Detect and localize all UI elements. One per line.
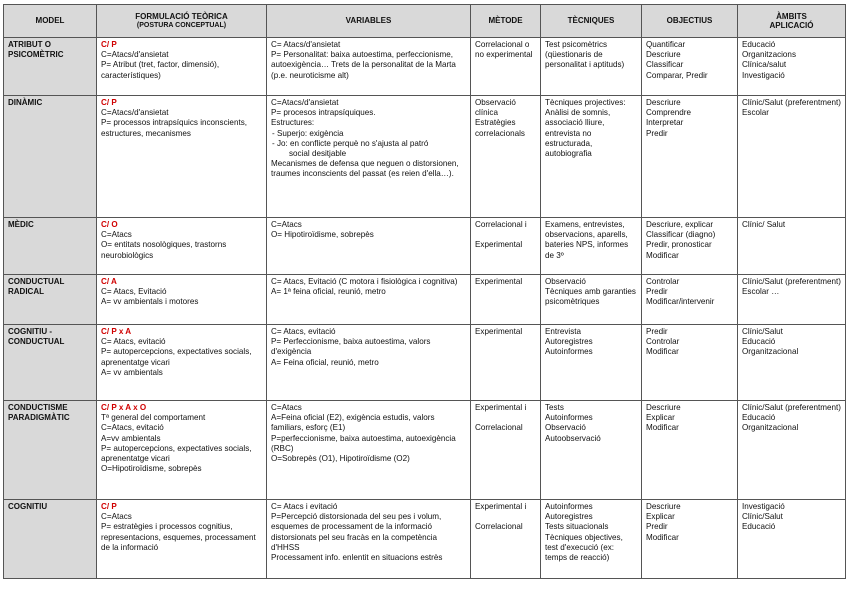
formulacio-line: P= estratègies i processos cognitius, representacions, esquemes, processament de la informació [101, 522, 256, 552]
formulacio-cell [97, 96, 267, 218]
header-tecniques: TÈCNIQUES [541, 5, 642, 38]
header-objectius: OBJECTIUS [642, 5, 738, 38]
formulacio-line: P= Atribut (tret, factor, dimensió), característiques) [101, 60, 220, 80]
table-row [4, 325, 846, 401]
variables-line: A= Feina oficial, reunió, metro [271, 357, 379, 367]
objectius-line: Modificar [646, 423, 679, 433]
header-model: MODEL [4, 5, 97, 38]
formulacio-line: C=Atacs/d'ansietat [101, 108, 169, 118]
tecniques-line: Autoinformes [545, 347, 593, 357]
variables-list-continuation: social desitjable [289, 149, 347, 159]
variables-line: C=Atacs [271, 403, 302, 412]
ambits-line: Organitzacional [742, 347, 799, 357]
formulacio-line: P= autopercepcions, expectatives socials, aprenentatge vicari [101, 443, 252, 464]
formulacio-line: O= entitats nosològiques, trastorns neurobiològics [101, 240, 227, 260]
objectius-line: Modificar [646, 347, 679, 357]
formula-label: C/ P [101, 98, 117, 107]
variables-cell [267, 325, 471, 401]
ambits-line: Investigació [742, 502, 785, 511]
models-table-container [3, 4, 845, 579]
variables-cell [267, 500, 471, 579]
ambits-cell [738, 38, 846, 96]
metode-line: Experimental [475, 277, 523, 286]
objectius-line: Predir, pronosticar [646, 240, 712, 250]
ambits-cell [738, 218, 846, 275]
ambits-line: Clínic/Salut [742, 327, 783, 336]
ambits-line: Clínic/ Salut [742, 220, 786, 229]
metode-line: Experimental [475, 240, 523, 250]
tecniques-cell [541, 96, 642, 218]
header-ambits-title: ÀMBITS [776, 11, 807, 21]
variables-cell [267, 38, 471, 96]
formulacio-cell [97, 275, 267, 325]
variables-line: P=perfeccionisme, baixa autoestima, autoexigència (RBC) [271, 433, 456, 453]
metode-cell [471, 401, 541, 500]
formulacio-line: A=vv ambientals [101, 433, 161, 443]
variables-line: A= 1ª feina oficial, reunió, metro [271, 287, 386, 297]
objectius-line: Predir [646, 522, 668, 532]
model-cell [4, 96, 97, 218]
formula-label: C/ P [101, 502, 117, 511]
model-cell [4, 401, 97, 500]
objectius-line: Descriure [646, 403, 681, 412]
ambits-line: Clínic/Salut (preferentment) [742, 277, 841, 286]
variables-line: O= Hipotiroïdisme, sobrepès [271, 230, 374, 240]
header-row [4, 5, 846, 38]
formula-label: C/ P x A x O [101, 403, 147, 412]
tecniques-line: Autoinformes [545, 502, 593, 511]
variables-cell [267, 218, 471, 275]
variables-line: P= procesos intrapsíquiques. [271, 108, 376, 118]
objectius-line: Predir [646, 287, 668, 297]
tecniques-line: Autoobservació [545, 433, 601, 443]
objectius-cell [642, 401, 738, 500]
ambits-cell [738, 325, 846, 401]
objectius-line: Controlar [646, 337, 680, 347]
model-name: COGNITIU - [8, 327, 52, 336]
tecniques-line: Autoregistres [545, 337, 593, 347]
tecniques-cell [541, 500, 642, 579]
ambits-cell [738, 500, 846, 579]
formulacio-cell [97, 218, 267, 275]
metode-cell [471, 38, 541, 96]
header-formulacio [97, 5, 267, 38]
formula-label: C/ P [101, 40, 117, 49]
table-row [4, 401, 846, 500]
objectius-line: Predir [646, 327, 668, 336]
ambits-line: Educació [742, 413, 776, 423]
ambits-line: Investigació [742, 70, 785, 80]
metode-line: Correlacional [475, 423, 523, 433]
model-name: ATRIBUT O [8, 40, 51, 49]
variables-line: Estructures: [271, 118, 315, 128]
objectius-line: Controlar [646, 277, 680, 286]
tecniques-line: Tècniques objectives, test d'execució (ex: temps de reacció) [545, 532, 623, 563]
header-formulacio-subtitle: (POSTURA CONCEPTUAL) [136, 22, 227, 29]
variables-line: A=Feina oficial (E2), exigència estudis, valors familiars, esforç (E1) [271, 413, 435, 433]
objectius-line: Interpretar [646, 118, 684, 128]
objectius-line: Descriure [646, 502, 681, 511]
tecniques-line: Tests [545, 403, 564, 412]
header-variables: VARIABLES [267, 5, 471, 38]
formulacio-line: C=Atacs [101, 512, 132, 522]
variables-line: Processament info. enlentit en situacions estrès [271, 553, 443, 563]
formulacio-line: A= vv ambientals i motores [101, 297, 199, 307]
objectius-line: Modificar/intervenir [646, 297, 715, 307]
objectius-line: Comprendre [646, 108, 691, 118]
ambits-cell [738, 401, 846, 500]
model-name: CONDUCTUAL [8, 337, 65, 347]
formula-label: C/ O [101, 220, 118, 229]
models-comparison-table [3, 4, 846, 579]
tecniques-line: Examens, entrevistes, observacions, aparells, bateries NPS, informes de 3º [545, 220, 629, 260]
ambits-cell [738, 96, 846, 218]
objectius-cell [642, 96, 738, 218]
table-row [4, 500, 846, 579]
metode-cell [471, 218, 541, 275]
variables-line: P= Personalitat: baixa autoestima, perfeccionisme, autoexigència… Trets de la personalitat de la Marta (p.e. neuroticisme alt) [271, 50, 456, 80]
formulacio-line: O=Hipotiroïdisme, sobrepès [101, 464, 202, 474]
table-row [4, 96, 846, 218]
variables-line: P= Perfeccionisme, baixa autoestima, valors d'exigència [271, 337, 431, 357]
ambits-line: Escolar [742, 108, 769, 118]
formula-label: C/ A [101, 277, 117, 286]
tecniques-line: Tècniques amb garanties psicomètriques [545, 287, 636, 307]
formulacio-cell [97, 38, 267, 96]
ambits-line: Educació [742, 522, 776, 532]
formulacio-line: A= vv ambientals [101, 367, 163, 377]
objectius-line: Quantificar [646, 40, 686, 49]
tecniques-line: Autoregistres [545, 512, 593, 522]
metode-line: Experimental [475, 327, 523, 336]
formulacio-cell [97, 401, 267, 500]
metode-cell [471, 325, 541, 401]
objectius-line: Modificar [646, 250, 679, 260]
formulacio-line: P= autopercepcions, expectatives socials, aprenentatge vicari [101, 347, 252, 367]
tecniques-line: Autoinformes [545, 413, 593, 423]
ambits-line: Escolar … [742, 287, 780, 297]
variables-line: O=Sobrepès (O1), Hipotiroïdisme (O2) [271, 454, 410, 464]
model-cell [4, 275, 97, 325]
model-name: DINÀMIC [8, 98, 43, 107]
metode-cell [471, 96, 541, 218]
model-name: COGNITIU [8, 502, 48, 511]
formulacio-line: C= Atacs, Evitació [101, 287, 167, 297]
variables-cell [267, 401, 471, 500]
formulacio-cell [97, 500, 267, 579]
tecniques-cell [541, 38, 642, 96]
objectius-cell [642, 500, 738, 579]
metode-line [475, 230, 536, 240]
metode-cell [471, 275, 541, 325]
table-body [4, 38, 846, 579]
objectius-line: Predir [646, 128, 668, 138]
variables-line: C= Atacs, evitació [271, 327, 336, 336]
model-name: RADICAL [8, 287, 44, 297]
model-cell [4, 325, 97, 401]
objectius-line: Descriure [646, 98, 681, 107]
tecniques-cell [541, 325, 642, 401]
variables-line: C= Atacs i evitació [271, 502, 338, 511]
variables-line: C=Atacs [271, 220, 302, 229]
tecniques-cell [541, 275, 642, 325]
ambits-cell [738, 275, 846, 325]
formulacio-line: P= processos intrapsíquics inconscients, estructures, mecanismes [101, 118, 247, 138]
header-ambits [738, 5, 846, 38]
model-name: CONDUCTISME [8, 403, 68, 412]
formulacio-line: Tª general del comportament [101, 413, 206, 423]
metode-line: Correlacional i [475, 220, 527, 229]
tecniques-line: Entrevista [545, 327, 581, 336]
header-metode: MÈTODE [471, 5, 541, 38]
variables-cell [267, 96, 471, 218]
ambits-line: Organitzacional [742, 423, 799, 433]
objectius-cell [642, 275, 738, 325]
metode-line [475, 512, 536, 522]
model-cell [4, 500, 97, 579]
objectius-line: Descriure, explicar [646, 220, 714, 229]
ambits-line: Organitzacions [742, 50, 796, 60]
objectius-line: Comparar, Predir [646, 70, 708, 80]
ambits-line: Clínic/Salut (preferentment) [742, 98, 841, 107]
ambits-line: Educació [742, 40, 776, 49]
formulacio-cell [97, 325, 267, 401]
variables-line: C= Atacs, Evitació (C motora i fisiològica i cognitiva) [271, 277, 458, 286]
formula-label: C/ P x A [101, 327, 132, 336]
formulacio-line: C=Atacs [101, 230, 132, 240]
objectius-line: Explicar [646, 413, 675, 423]
metode-line [475, 413, 536, 423]
objectius-line: Descriure [646, 50, 681, 60]
objectius-cell [642, 218, 738, 275]
tecniques-line: Observació [545, 277, 586, 286]
model-name: CONDUCTUAL [8, 277, 65, 286]
variables-cell [267, 275, 471, 325]
variables-line: C= Atacs/d'ansietat [271, 40, 341, 49]
metode-line: Estratègies correlacionals [475, 118, 525, 138]
tecniques-line: Tècniques projectives: Anàlisi de somnis, associació lliure, entrevista no estructurada, autobiografia [545, 98, 626, 159]
ambits-line: Clínic/Salut (preferentment) [742, 403, 841, 412]
model-name: MÈDIC [8, 220, 34, 229]
tecniques-line: Tests situacionals [545, 522, 609, 532]
table-row [4, 38, 846, 96]
ambits-line: Clínic/Salut [742, 512, 783, 522]
formulacio-line: C= Atacs, evitació [101, 337, 166, 347]
metode-line: Experimental i [475, 502, 527, 511]
header-ambits-subtitle: APLICACIÓ [769, 21, 814, 30]
metode-cell [471, 500, 541, 579]
metode-line: Correlacional [475, 522, 523, 532]
variables-line: Mecanismes de defensa que neguen o distorsionen, traumes inconscients del passat (es reien d'ella…). [271, 159, 459, 179]
tecniques-line: Test psicomètrics (qüestionaris de personalitat i aptituds) [545, 40, 625, 70]
tecniques-cell [541, 218, 642, 275]
ambits-line: Clínica/salut [742, 60, 787, 70]
tecniques-line: Observació [545, 423, 586, 433]
table-row [4, 218, 846, 275]
variables-line: P=Percepció distorsionada del seu pes i volum, esquemes de processament de la informació distorsionats pel seu fracàs en la competència d'HHSS [271, 512, 442, 552]
objectius-line: Modificar [646, 532, 679, 542]
metode-line: Experimental i [475, 403, 527, 412]
formulacio-line: C=Atacs, evitació [101, 423, 164, 433]
objectius-cell [642, 325, 738, 401]
metode-line: Observació clínica [475, 98, 516, 118]
objectius-line: Classificar [646, 60, 684, 70]
variables-line: C=Atacs/d'ansietat [271, 98, 339, 107]
objectius-line: Explicar [646, 512, 675, 522]
variables-list-item: - Superjo: exigència [272, 128, 344, 138]
ambits-line: Educació [742, 337, 776, 347]
model-cell [4, 38, 97, 96]
objectius-cell [642, 38, 738, 96]
model-name: PARADIGMÀTIC [8, 413, 70, 423]
model-name: PSICOMÈTRIC [8, 50, 64, 60]
model-cell [4, 218, 97, 275]
formulacio-line: C=Atacs/d'ansietat [101, 50, 169, 60]
variables-list-item: - Jo: en conflicte perquè no s'ajusta al patró [272, 138, 429, 148]
table-row [4, 275, 846, 325]
tecniques-cell [541, 401, 642, 500]
header-formulacio-title: FORMULACIÓ TEÒRICA [135, 11, 228, 21]
objectius-line: Classificar (diagno) [646, 230, 716, 240]
metode-line: Correlacional o no experimental [475, 40, 533, 60]
